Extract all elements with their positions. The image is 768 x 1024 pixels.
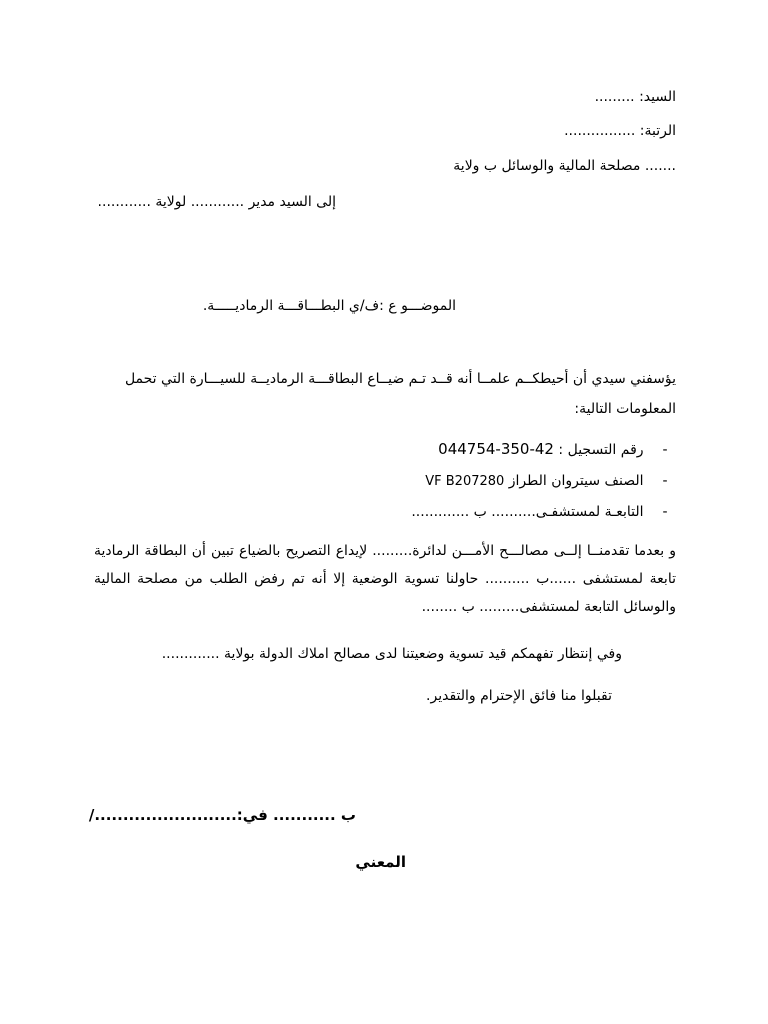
model-label: الصنف سيتروان الطراز (508, 473, 644, 489)
owner-hospital-line: التابعـة لمستشفـى.......... ب ............. (411, 504, 644, 520)
list-item (411, 503, 682, 521)
list-item (425, 472, 682, 491)
registration-number: 044754-350-42 (438, 440, 554, 458)
subject-line: الموضـــو ع :ف/ي البطـــاقـــة الرماديـــــة. (202, 298, 456, 314)
concerned-signature: المعني (355, 853, 406, 871)
place-date-line: ب ........... في:........................./ (88, 806, 356, 824)
addressee-line: إلى السيد مدير ............ لولاية ............ (97, 194, 336, 210)
bullet-dash: - (662, 473, 668, 489)
intro-line-1: يؤسفني سيدي أن أحيطكــم علمــا أنه قــد تـم ضيــاع البطاقـــة الرماديــة للسيـــارة التي تحمل (124, 371, 676, 387)
intro-line-2: المعلومات التالية: (574, 401, 676, 417)
registration-label: رقم التسجيل : (558, 442, 644, 458)
bullet-dash: - (662, 442, 668, 458)
rank-line: الرتبة: ................ (564, 123, 676, 139)
service-line: ....... مصلحة المالية والوسائل ب ولاية (453, 158, 676, 174)
waiting-line: وفي إنتظار تفهمكم قيد تسوية وضعيتنا لدى مصالح املاك الدولة بولاية ............. (161, 646, 622, 662)
list-item (438, 440, 682, 459)
closing-line: تقبلوا منا فائق الإحترام والتقدير. (426, 688, 612, 704)
bullet-dash: - (662, 504, 668, 520)
model-value: VF B207280 (425, 474, 505, 489)
body-paragraph: و بعدما تقدمنــا إلــى مصالـــح الأمـــن لدائرة......... لإيداع التصريح بالضياع تبين أن البطاقة الرمادية تابعة لمستشفى ......ب .......... حاولنا تسوية الوضعية إلا أنه تم رفض الطلب من مصلحة المالية والوسائل التابعة لمستشفى......... ب ........ (94, 543, 676, 615)
sir-line: السيد: ......... (594, 89, 676, 105)
